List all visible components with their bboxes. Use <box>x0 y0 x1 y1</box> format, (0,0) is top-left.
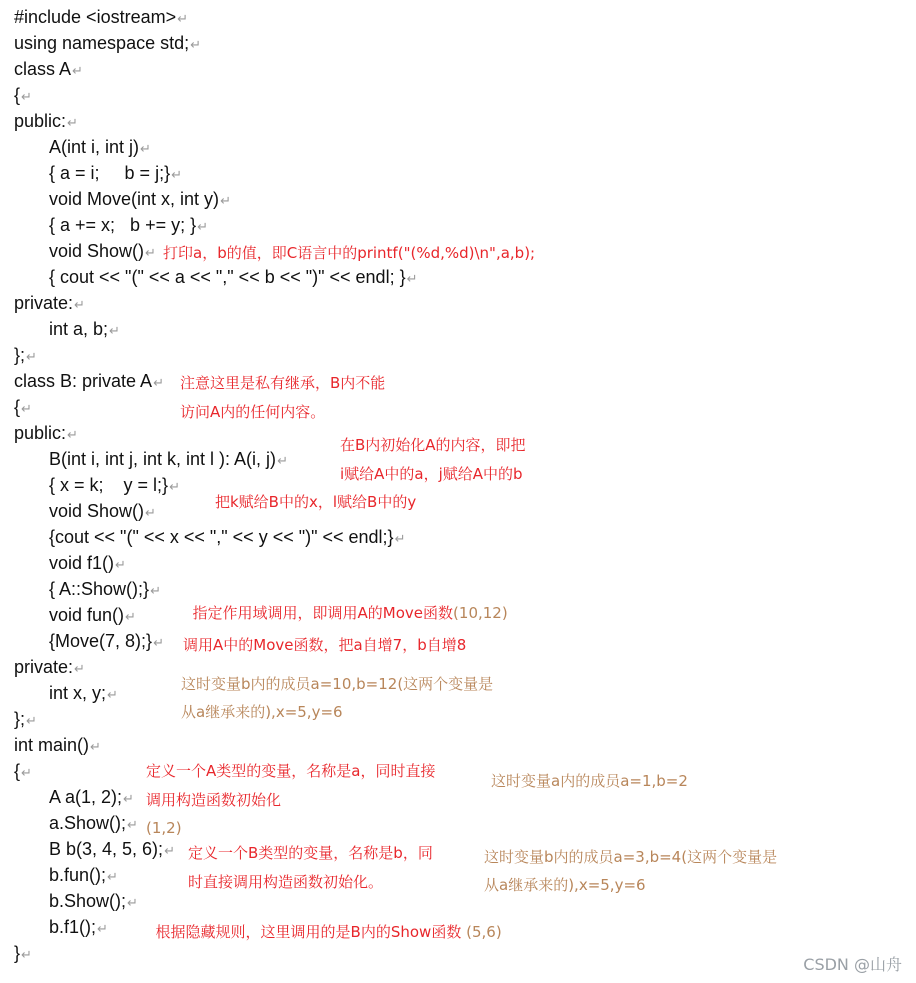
code-line-text: int main() <box>14 735 90 755</box>
code-line-text: #include <iostream> <box>14 7 177 27</box>
code-line-text: void fun() <box>49 605 125 625</box>
paragraph-mark-icon: ↵ <box>67 115 78 130</box>
code-line-text: {cout << "(" << x << "," << y << ")" << endl;} <box>49 527 394 547</box>
paragraph-mark-icon: ↵ <box>26 349 37 364</box>
code-line-text: { A::Show();} <box>49 579 150 599</box>
paragraph-mark-icon: ↵ <box>145 505 156 520</box>
code-line-text: B b(3, 4, 5, 6); <box>49 839 164 859</box>
code-line-text: }; <box>14 709 26 729</box>
code-line-text: } <box>14 943 21 963</box>
code-line <box>49 550 126 576</box>
code-line <box>49 628 164 654</box>
code-line-text: b.Show(); <box>49 891 127 911</box>
code-line-text: int a, b; <box>49 319 109 339</box>
code-line-text: class A <box>14 59 72 79</box>
code-line-text: B(int i, int j, int k, int l ): A(i, j) <box>49 449 277 469</box>
code-line <box>49 524 405 550</box>
paragraph-mark-icon: ↵ <box>21 401 32 416</box>
note-init-a-line1: 在B内初始化A的内容，即把 <box>340 436 526 454</box>
note-fun-call: 调用A中的Move函数，把a自增7，b自增8 <box>183 636 467 654</box>
code-line <box>14 4 188 30</box>
code-line <box>14 758 32 784</box>
code-line <box>14 732 101 758</box>
paragraph-mark-icon: ↵ <box>171 167 182 182</box>
code-line <box>49 862 118 888</box>
note-state-b0-line2: 从a继承来的),x=5,y=6 <box>484 876 646 894</box>
code-line-text: A a(1, 2); <box>49 787 123 807</box>
code-line <box>14 654 85 680</box>
paragraph-mark-icon: ↵ <box>145 245 156 260</box>
code-line <box>49 680 118 706</box>
note-state-b1-line1: 这时变量b内的成员a=10,b=12(这两个变量是 <box>181 675 494 693</box>
code-line <box>49 264 418 290</box>
code-line <box>49 316 120 342</box>
code-line-text: void Move(int x, int y) <box>49 189 220 209</box>
paragraph-mark-icon: ↵ <box>140 141 151 156</box>
code-line <box>14 82 32 108</box>
paragraph-mark-icon: ↵ <box>74 661 85 676</box>
note-show-printf: 打印a，b的值，即C语言中的printf("(%d,%d)\n",a,b); <box>163 244 536 262</box>
paragraph-mark-icon: ↵ <box>107 869 118 884</box>
code-line-text: { <box>14 85 21 105</box>
code-line-text: { <box>14 397 21 417</box>
code-line <box>49 836 175 862</box>
note-hide-rule-text: 根据隐藏规则，这里调用的是B内的Show函数 <box>155 923 462 941</box>
code-line-text: class B: private A <box>14 371 153 391</box>
paragraph-mark-icon: ↵ <box>197 219 209 234</box>
code-line <box>49 498 156 524</box>
paragraph-mark-icon: ↵ <box>123 791 134 806</box>
note-state-b0-line1: 这时变量b内的成员a=3,b=4(这两个变量是 <box>484 848 778 866</box>
note-scope-call-result: (10,12) <box>453 604 508 622</box>
paragraph-mark-icon: ↵ <box>115 557 126 572</box>
note-b-show-result: (5,6) <box>466 923 502 941</box>
paragraph-mark-icon: ↵ <box>21 947 32 962</box>
paragraph-mark-icon: ↵ <box>97 921 108 936</box>
code-line <box>14 368 164 394</box>
watermark: CSDN @山舟 <box>803 955 902 974</box>
code-line <box>49 888 138 914</box>
paragraph-mark-icon: ↵ <box>177 11 189 26</box>
code-line-text: { x = k; y = l;} <box>49 475 169 495</box>
code-line-text: public: <box>14 423 67 443</box>
note-scope-call-text: 指定作用域调用，即调用A的Move函数 <box>192 604 454 622</box>
code-line-text: int x, y; <box>49 683 107 703</box>
note-private-inherit-line1: 注意这里是私有继承，B内不能 <box>180 374 386 392</box>
code-line <box>14 108 78 134</box>
code-line <box>49 810 138 836</box>
note-private-inherit-line2: 访问A内的任何内容。 <box>180 403 326 421</box>
note-define-b-line1: 定义一个B类型的变量，名称是b，同 <box>188 844 433 862</box>
code-line-text: private: <box>14 293 74 313</box>
note-hide-rule <box>146 899 502 943</box>
code-line-text: b.f1(); <box>49 917 97 937</box>
code-line-text: A(int i, int j) <box>49 137 140 157</box>
code-line <box>49 602 136 628</box>
paragraph-mark-icon: ↵ <box>21 89 32 104</box>
code-line-text: void Show() <box>49 501 145 521</box>
code-line-text: void Show() <box>49 241 145 261</box>
code-line-text: }; <box>14 345 26 365</box>
paragraph-mark-icon: ↵ <box>26 713 37 728</box>
paragraph-mark-icon: ↵ <box>90 739 101 754</box>
paragraph-mark-icon: ↵ <box>277 453 288 468</box>
code-line-text: {Move(7, 8);} <box>49 631 153 651</box>
code-line-text: { <box>14 761 21 781</box>
paragraph-mark-icon: ↵ <box>109 323 120 338</box>
code-line-text: private: <box>14 657 74 677</box>
paragraph-mark-icon: ↵ <box>107 687 118 702</box>
code-line <box>14 290 85 316</box>
paragraph-mark-icon: ↵ <box>406 271 418 286</box>
code-line <box>49 134 151 160</box>
code-line <box>49 238 156 264</box>
note-state-a: 这时变量a内的成员a=1,b=2 <box>491 772 688 790</box>
note-state-b1-line2: 从a继承来的),x=5,y=6 <box>181 703 343 721</box>
code-line <box>49 472 180 498</box>
code-line-text: a.Show(); <box>49 813 127 833</box>
paragraph-mark-icon: ↵ <box>127 817 138 832</box>
paragraph-mark-icon: ↵ <box>153 635 164 650</box>
code-line <box>49 160 182 186</box>
code-line <box>49 784 134 810</box>
code-line <box>14 394 32 420</box>
paragraph-mark-icon: ↵ <box>164 843 175 858</box>
paragraph-mark-icon: ↵ <box>72 63 83 78</box>
note-a-show-result: (1,2) <box>146 819 182 837</box>
paragraph-mark-icon: ↵ <box>67 427 78 442</box>
code-line <box>14 30 201 56</box>
paragraph-mark-icon: ↵ <box>150 583 161 598</box>
code-line <box>14 940 32 966</box>
code-line <box>49 914 108 940</box>
paragraph-mark-icon: ↵ <box>220 193 231 208</box>
paragraph-mark-icon: ↵ <box>169 479 180 494</box>
note-init-a-line2: i赋给A中的a，j赋给A中的b <box>340 465 523 483</box>
code-line-text: public: <box>14 111 67 131</box>
paragraph-mark-icon: ↵ <box>125 609 136 624</box>
code-line <box>14 706 37 732</box>
note-assign-xy: 把k赋给B中的x，l赋给B中的y <box>215 493 417 511</box>
paragraph-mark-icon: ↵ <box>74 297 85 312</box>
code-line <box>14 342 37 368</box>
paragraph-mark-icon: ↵ <box>190 37 202 52</box>
code-line-text: void f1() <box>49 553 115 573</box>
paragraph-mark-icon: ↵ <box>153 375 164 390</box>
paragraph-mark-icon: ↵ <box>127 895 138 910</box>
note-define-a-line2: 调用构造函数初始化 <box>146 791 282 809</box>
code-line-text: { a = i; b = j;} <box>49 163 171 183</box>
paragraph-mark-icon: ↵ <box>394 531 406 546</box>
note-define-a-line1: 定义一个A类型的变量，名称是a，同时直接 <box>146 762 436 780</box>
code-line <box>49 212 208 238</box>
code-line <box>49 186 231 212</box>
code-line <box>49 446 288 472</box>
code-line <box>14 420 78 446</box>
code-line-text: { a += x; b += y; } <box>49 215 197 235</box>
note-define-b-line2: 时直接调用构造函数初始化。 <box>188 873 384 891</box>
code-line-text: b.fun(); <box>49 865 107 885</box>
note-scope-call <box>183 580 508 624</box>
code-line-text: { cout << "(" << a << "," << b << ")" << endl; } <box>49 267 406 287</box>
code-line-text: using namespace std; <box>14 33 190 53</box>
code-line <box>49 576 161 602</box>
code-line <box>14 56 83 82</box>
paragraph-mark-icon: ↵ <box>21 765 32 780</box>
